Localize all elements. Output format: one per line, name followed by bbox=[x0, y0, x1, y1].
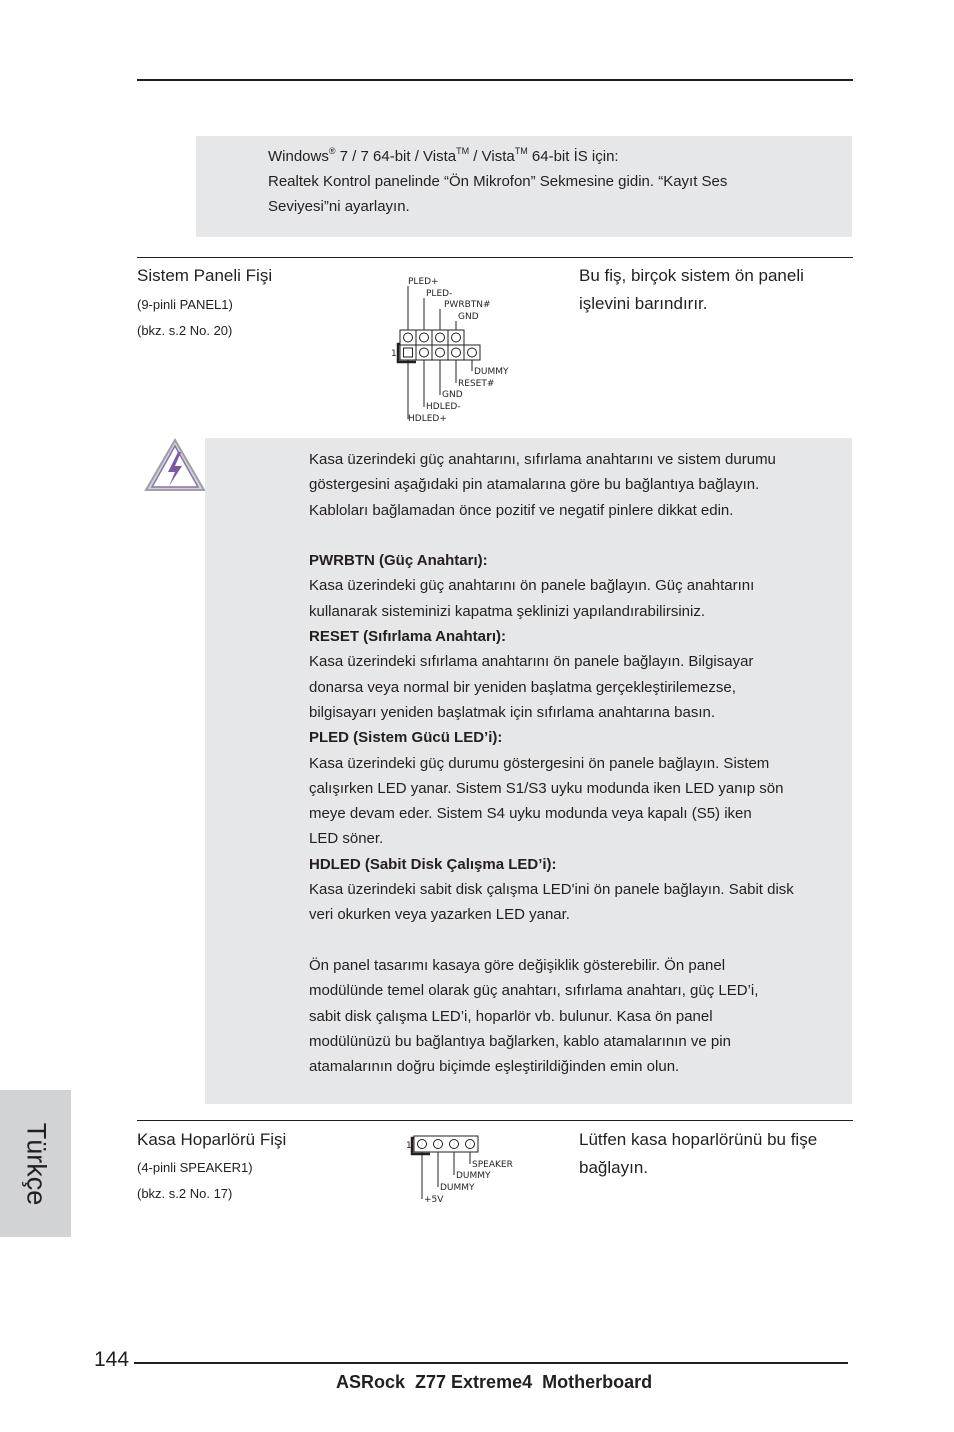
windows-note-line3: Seviyesi”ni ayarlayın. bbox=[268, 198, 410, 215]
outro-line: modülünüzü bu bağlantıya bağlarken, kablo atamalarının ve pin bbox=[309, 1032, 731, 1050]
pled-line: LED söner. bbox=[309, 830, 384, 848]
pin-label-hdled-minus: HDLED- bbox=[426, 402, 461, 412]
reset-line: Kasa üzerindeki sıfırlama anahtarını ön panele bağlayın. Bilgisayar bbox=[309, 653, 754, 671]
pin-label-pled-minus: PLED- bbox=[426, 289, 453, 299]
windows-note-line1: Windows® 7 / 7 64-bit / Vista™ / Vista™ 64-bit İS için: bbox=[268, 146, 619, 165]
pin-label-speaker: SPEAKER bbox=[472, 1160, 513, 1170]
outro-line: Ön panel tasarımı kasaya göre değişiklik gösterebilir. Ön panel bbox=[309, 956, 726, 974]
panel1-pin1-label: 1 bbox=[391, 349, 397, 359]
top-rule bbox=[137, 79, 853, 81]
pled-line: çalışırken LED yanar. Sistem S1/S3 uyku modunda iken LED yanıp sön bbox=[309, 779, 784, 797]
panel-header-title: Sistem Paneli Fişi bbox=[137, 266, 273, 285]
warning-intro-line: Kasa üzerindeki güç anahtarını, sıfırlama anahtarını ve sistem durumu bbox=[309, 451, 776, 468]
pin-label-dummy-1: DUMMY bbox=[456, 1171, 491, 1181]
pled-line: Kasa üzerindeki güç durumu göstergesini ön panele bağlayın. Sistem bbox=[309, 754, 770, 772]
warning-box bbox=[205, 438, 852, 1104]
pin-label-pled-plus: PLED+ bbox=[408, 277, 439, 287]
panel1-pin-diagram bbox=[388, 270, 518, 426]
pin-label-reset: RESET# bbox=[458, 379, 495, 389]
panel-header-desc-line2: işlevini barındırır. bbox=[579, 294, 708, 313]
pwrbtn-line: Kasa üzerindeki güç anahtarını ön panele bağlayın. Güç anahtarını bbox=[309, 577, 755, 595]
outro-line: sabit disk çalışma LED’i, hoparlör vb. bulunur. Kasa ön panel bbox=[309, 1007, 713, 1025]
reset-title: RESET (Sıfırlama Anahtarı): bbox=[309, 628, 506, 646]
outro-line: modülünde temel olarak güç anahtarı, sıfırlama anahtarı, güç LED’i, bbox=[309, 982, 759, 1000]
warning-intro-line: Kabloları bağlamadan önce pozitif ve negatif pinlere dikkat edin. bbox=[309, 501, 734, 519]
hdled-title: HDLED (Sabit Disk Çalışma LED’i): bbox=[309, 855, 557, 873]
windows-note-line2: Realtek Kontrol panelinde “Ön Mikrofon” Sekmesine gidin. “Kayıt Ses bbox=[268, 173, 728, 190]
speaker-header-desc-line1: Lütfen kasa hoparlörünü bu fişe bbox=[579, 1130, 818, 1149]
pin-label-gnd-bottom: GND bbox=[442, 390, 463, 400]
page-number: 144 bbox=[94, 1348, 130, 1371]
panel-header-ref: (bkz. s.2 No. 20) bbox=[137, 323, 233, 338]
pin-label-5v: +5V bbox=[424, 1195, 444, 1205]
reset-line: bilgisayarı yeniden başlatmak için sıfırlama anahtarına basın. bbox=[309, 703, 716, 721]
speaker1-pin1-label: 1 bbox=[406, 1141, 412, 1151]
outro-line: atamalarının doğru biçimde eşleştirildiğinden emin olun. bbox=[309, 1058, 680, 1076]
reset-line: donarsa veya normal bir yeniden başlatma gerçekleştirilemezse, bbox=[309, 678, 736, 696]
panel-section-rule bbox=[137, 257, 853, 258]
speaker1-pin-diagram bbox=[404, 1132, 519, 1206]
panel-header-desc-line1: Bu fiş, birçok sistem ön paneli bbox=[579, 266, 804, 285]
warning-intro-line: göstergesini aşağıdaki pin atamalarına göre bu bağlantıya bağlayın. bbox=[309, 476, 760, 494]
speaker-header-desc-line2: bağlayın. bbox=[579, 1158, 648, 1177]
speaker-header-title: Kasa Hoparlörü Fişi bbox=[137, 1130, 287, 1149]
speaker-header-ref: (bkz. s.2 No. 17) bbox=[137, 1186, 233, 1201]
speaker-header-subtitle: (4-pinli SPEAKER1) bbox=[137, 1160, 253, 1175]
pwrbtn-title: PWRBTN (Güç Anahtarı): bbox=[309, 552, 488, 570]
panel1-header-pins bbox=[400, 330, 480, 360]
panel-header-subtitle: (9-pinli PANEL1) bbox=[137, 297, 233, 312]
language-side-tab bbox=[0, 1090, 71, 1237]
windows-note-box bbox=[196, 136, 852, 237]
warning-text bbox=[309, 447, 869, 1079]
pin-label-dummy-2: DUMMY bbox=[440, 1183, 475, 1193]
hdled-line: veri okurken veya yazarken LED yanar. bbox=[309, 906, 570, 924]
pin-label-hdled-plus: HDLED+ bbox=[408, 414, 447, 424]
pin-label-pwrbtn: PWRBTN# bbox=[444, 300, 491, 310]
speaker-section-rule bbox=[137, 1120, 853, 1121]
hdled-line: Kasa üzerindeki sabit disk çalışma LED'ini ön panele bağlayın. Sabit disk bbox=[309, 881, 794, 899]
language-side-tab-label: Türkçe bbox=[21, 1122, 51, 1205]
pled-line: meye devam eder. Sistem S4 uyku modunda veya kapalı (S5) iken bbox=[309, 805, 752, 823]
pin-label-dummy: DUMMY bbox=[474, 367, 509, 377]
pin-label-gnd-top: GND bbox=[458, 312, 479, 322]
warning-icon bbox=[142, 436, 208, 496]
pwrbtn-line: kullanarak sisteminizi kapatma şeklinizi yapılandırabilirsiniz. bbox=[309, 602, 705, 620]
pled-title: PLED (Sistem Gücü LED’i): bbox=[309, 729, 503, 747]
footer-product: ASRock Z77 Extreme4 Motherboard bbox=[336, 1372, 653, 1392]
footer-rule bbox=[134, 1362, 848, 1364]
